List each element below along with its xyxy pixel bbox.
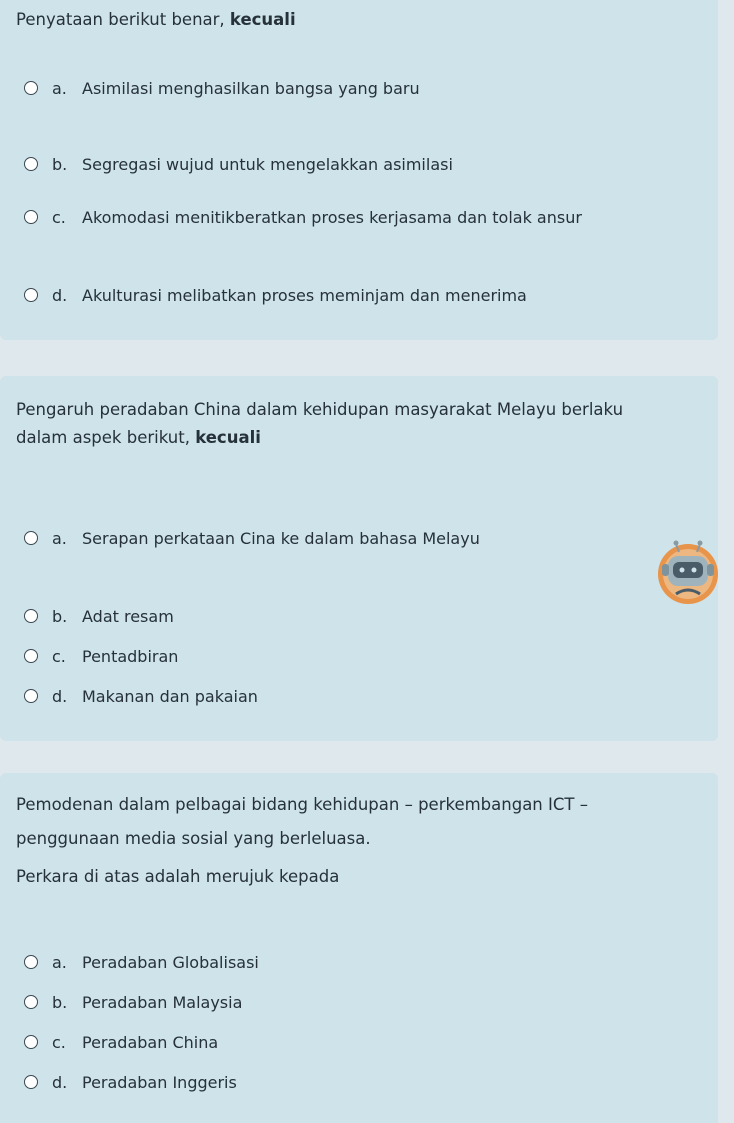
question-text-part: dalam aspek berikut,: [16, 428, 196, 447]
option-a[interactable]: [24, 76, 420, 100]
option-label: Serapan perkataan Cina ke dalam bahasa Melayu: [82, 528, 480, 548]
option-label: Peradaban Globalisasi: [82, 952, 259, 972]
question-text-line: [16, 424, 623, 452]
radio-button[interactable]: [24, 649, 38, 663]
question-card-3: [0, 773, 718, 1123]
option-d[interactable]: [24, 283, 527, 307]
option-label: Peradaban Inggeris: [82, 1072, 237, 1092]
option-letter: b.: [52, 992, 68, 1012]
radio-button[interactable]: [24, 995, 38, 1009]
option-c[interactable]: [24, 205, 582, 229]
option-label: Akomodasi menitikberatkan proses kerjasama dan tolak ansur: [82, 207, 582, 227]
option-letter: c.: [52, 207, 66, 227]
option-label: Segregasi wujud untuk mengelakkan asimilasi: [82, 154, 453, 174]
option-letter: d.: [52, 285, 68, 305]
radio-button[interactable]: [24, 955, 38, 969]
option-label: Pentadbiran: [82, 646, 179, 666]
radio-button[interactable]: [24, 288, 38, 302]
option-letter: b.: [52, 606, 68, 626]
question-emphasis: kecuali: [229, 10, 296, 29]
option-letter: c.: [52, 646, 66, 666]
option-letter: a.: [52, 78, 67, 98]
option-c[interactable]: [24, 644, 178, 668]
option-letter: a.: [52, 952, 67, 972]
question-text: [16, 6, 296, 34]
option-b[interactable]: [24, 604, 174, 628]
question-text-part: Penyataan berikut benar,: [16, 10, 230, 29]
option-b[interactable]: [24, 990, 242, 1014]
radio-button[interactable]: [24, 81, 38, 95]
option-label: Asimilasi menghasilkan bangsa yang baru: [82, 78, 420, 98]
option-label: Makanan dan pakaian: [82, 686, 258, 706]
radio-button[interactable]: [24, 1075, 38, 1089]
option-label: Peradaban China: [82, 1032, 219, 1052]
question-card-2: [0, 376, 718, 741]
option-d[interactable]: [24, 684, 258, 708]
option-letter: a.: [52, 528, 67, 548]
option-label: Akulturasi melibatkan proses meminjam dan menerima: [82, 285, 527, 305]
option-letter: d.: [52, 1072, 68, 1092]
option-d[interactable]: [24, 1070, 237, 1094]
option-a[interactable]: [24, 526, 480, 550]
option-letter: d.: [52, 686, 68, 706]
radio-button[interactable]: [24, 157, 38, 171]
robot-assistant-icon[interactable]: [652, 534, 718, 604]
option-letter: c.: [52, 1032, 66, 1052]
option-a[interactable]: [24, 950, 259, 974]
question-text-line: penggunaan media sosial yang berleluasa.: [16, 829, 371, 848]
question-text-line: Pemodenan dalam pelbagai bidang kehidupan – perkembangan ICT –: [16, 795, 588, 814]
question-card-1: [0, 0, 718, 340]
radio-button[interactable]: [24, 609, 38, 623]
question-text: [16, 396, 623, 452]
option-label: Peradaban Malaysia: [82, 992, 243, 1012]
question-emphasis: kecuali: [195, 428, 261, 447]
question-text: [16, 791, 588, 891]
question-text-line: Perkara di atas adalah merujuk kepada: [16, 867, 340, 886]
option-label: Adat resam: [82, 606, 174, 626]
radio-button[interactable]: [24, 210, 38, 224]
option-letter: b.: [52, 154, 68, 174]
radio-button[interactable]: [24, 1035, 38, 1049]
radio-button[interactable]: [24, 689, 38, 703]
radio-button[interactable]: [24, 531, 38, 545]
question-text-line: Pengaruh peradaban China dalam kehidupan masyarakat Melayu berlaku: [16, 400, 624, 419]
option-c[interactable]: [24, 1030, 218, 1054]
option-b[interactable]: [24, 152, 453, 176]
